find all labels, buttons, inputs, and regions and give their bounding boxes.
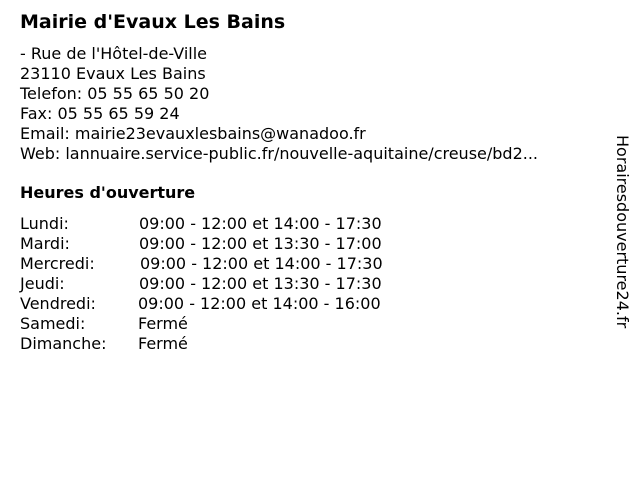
hours-value: 09:00 - 12:00 et 14:00 - 17:30 [139, 214, 382, 233]
hours-value: Fermé [138, 334, 188, 353]
address-block [20, 44, 538, 164]
page-title: Mairie d'Evaux Les Bains [20, 11, 286, 33]
day-label: Mardi: [20, 234, 70, 253]
hours-value: 09:00 - 12:00 et 14:00 - 16:00 [138, 294, 381, 313]
day-label: Vendredi: [20, 294, 96, 313]
day-label: Samedi: [20, 314, 86, 333]
fax-line: Fax: 05 55 65 59 24 [20, 104, 180, 123]
phone-line: Telefon: 05 55 65 50 20 [20, 84, 210, 103]
city-line: 23110 Evaux Les Bains [20, 64, 206, 83]
hours-value: 09:00 - 12:00 et 13:30 - 17:00 [139, 234, 382, 253]
day-label: Jeudi: [20, 274, 65, 293]
day-label: Mercredi: [20, 254, 95, 273]
email-line: Email: mairie23evauxlesbains@wanadoo.fr [20, 124, 366, 143]
web-line: Web: lannuaire.service-public.fr/nouvelle-aquitaine/creuse/bd2... [20, 144, 539, 163]
hours-value: Fermé [138, 314, 188, 333]
site-watermark: Horairesdouverture24.fr [613, 135, 632, 329]
day-label: Dimanche: [20, 334, 107, 353]
hours-heading: Heures d'ouverture [20, 183, 196, 202]
street-line: - Rue de l'Hôtel-de-Ville [20, 44, 208, 63]
hours-value: 09:00 - 12:00 et 14:00 - 17:30 [140, 254, 383, 273]
hours-value: 09:00 - 12:00 et 13:30 - 17:30 [139, 274, 382, 293]
day-label: Lundi: [20, 214, 69, 233]
